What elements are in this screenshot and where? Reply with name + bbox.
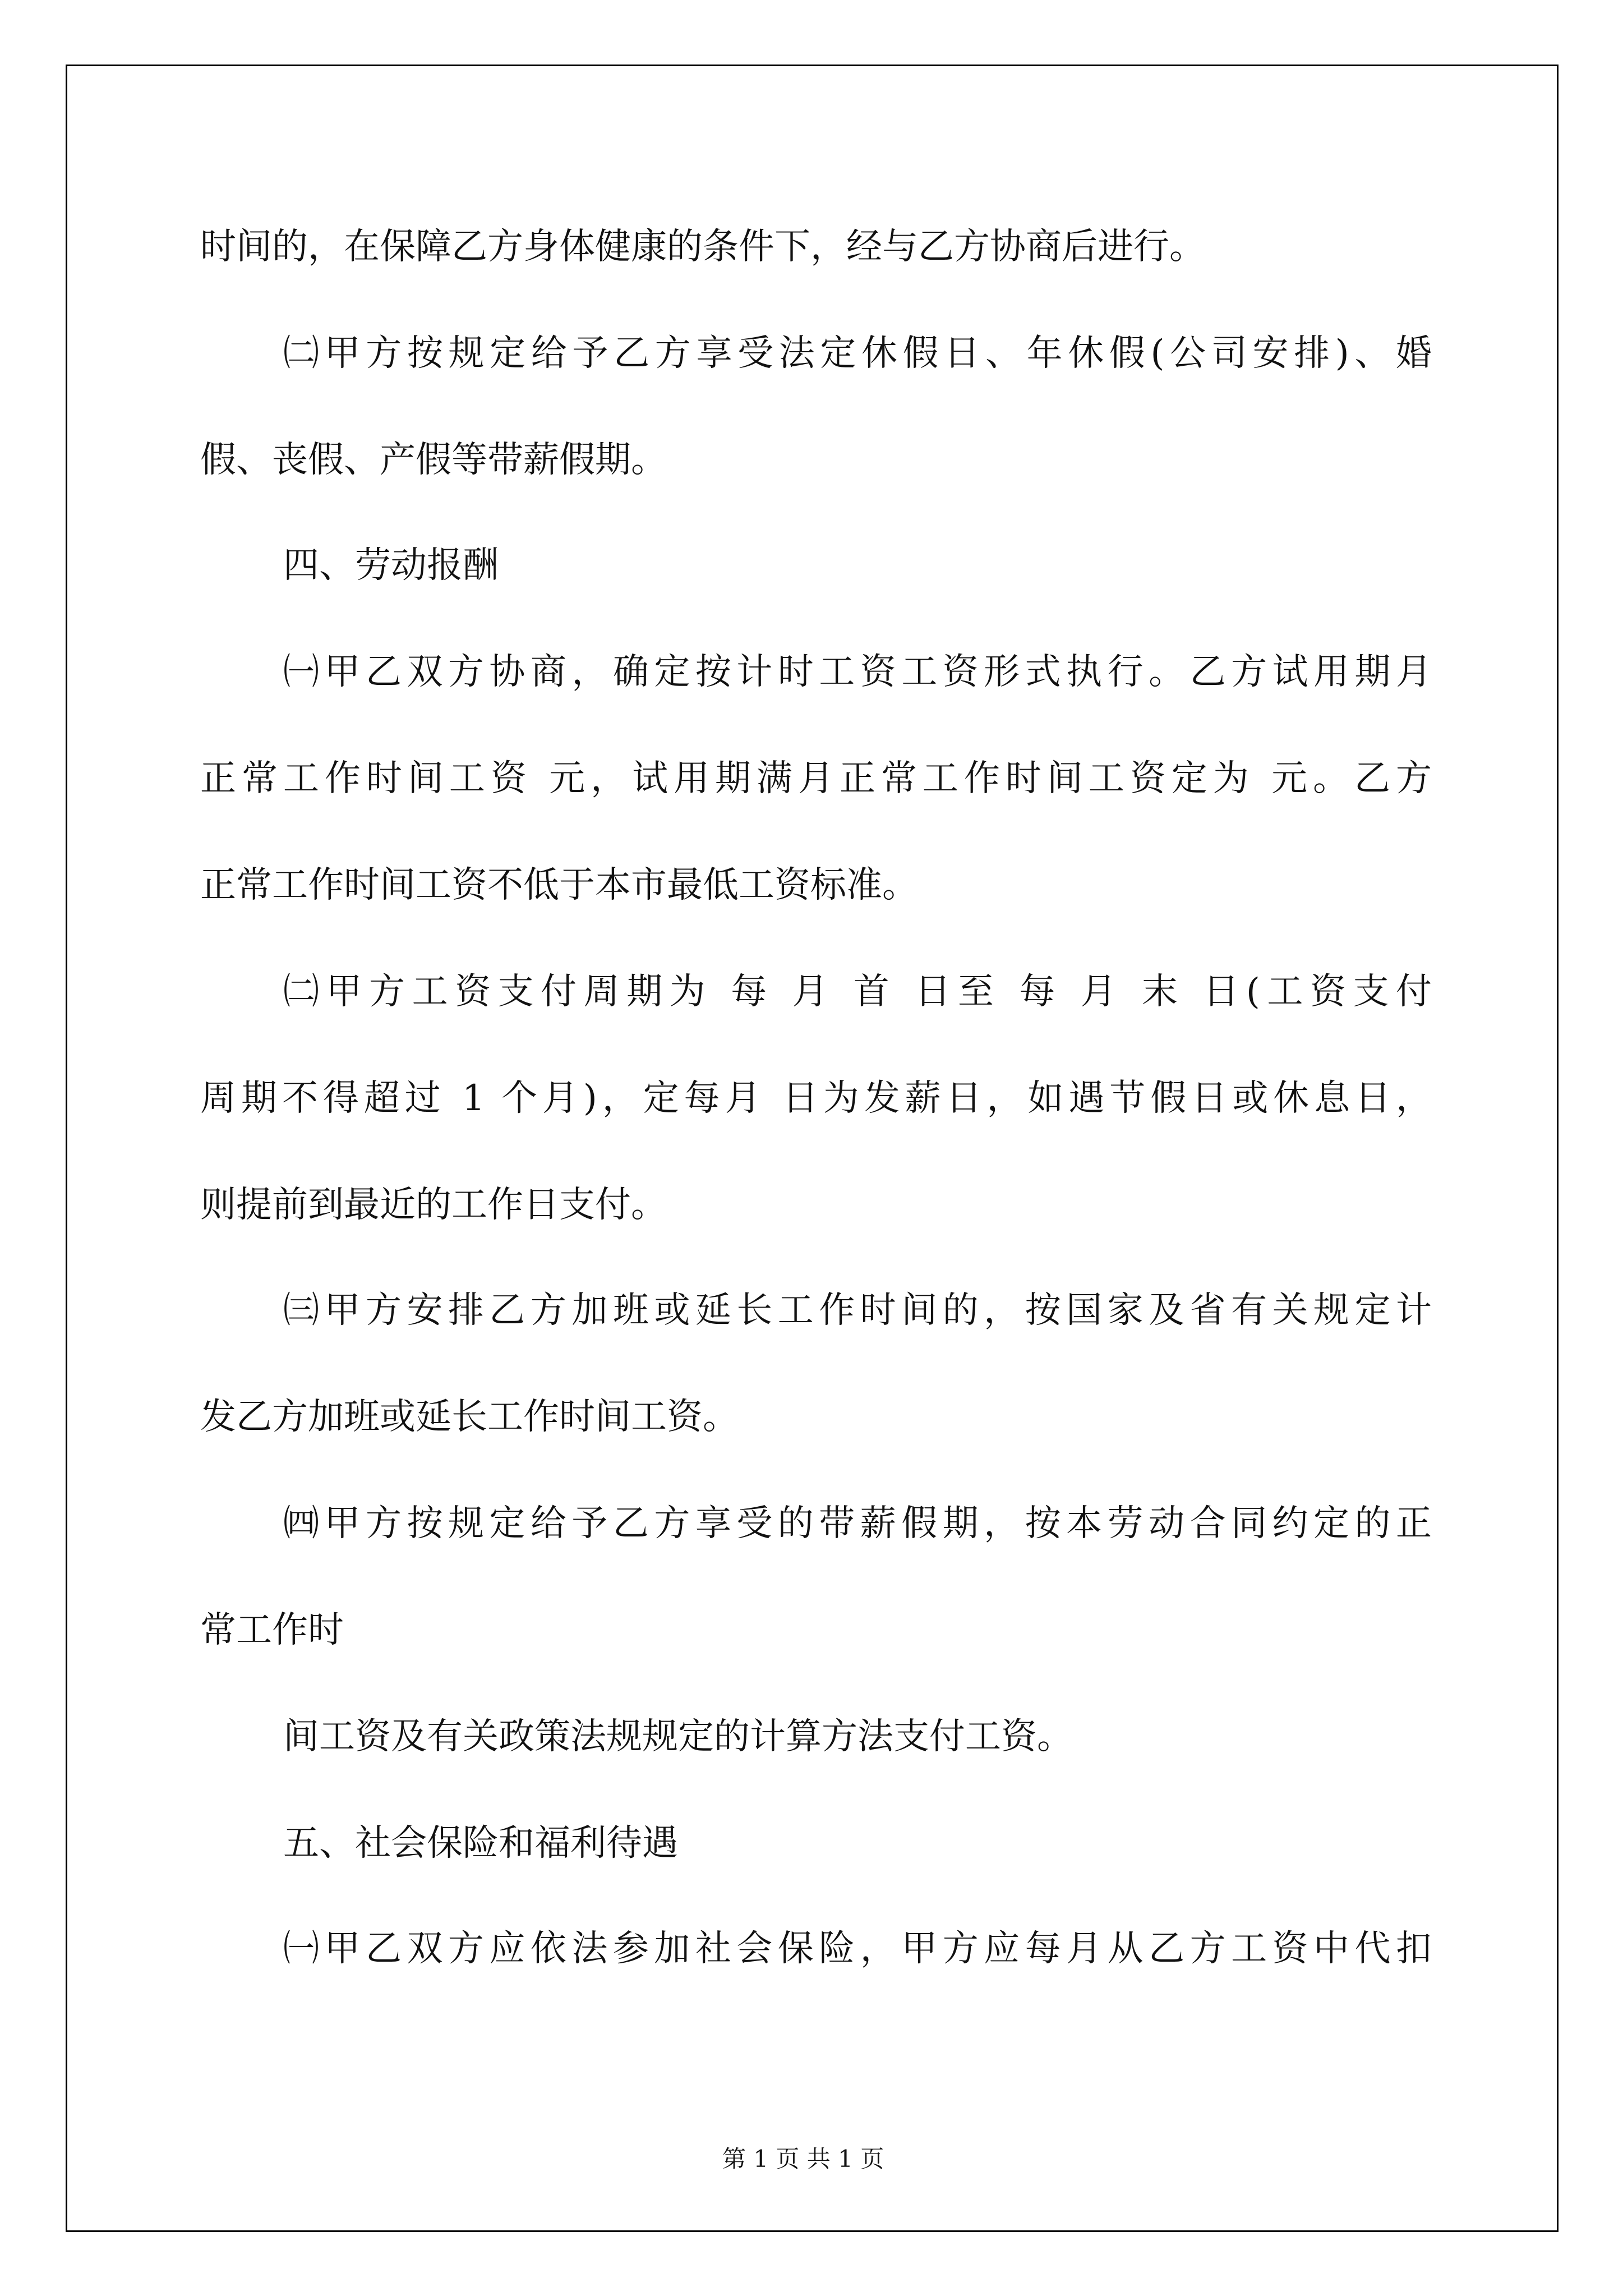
paragraph-line: ㈡甲方工资支付周期为 每 月 首 日至 每 月 末 日(工资支付 xyxy=(283,971,1432,1013)
section-heading: 五、社会保险和福利待遇 xyxy=(283,1823,678,1864)
paragraph-line: 间工资及有关政策法规规定的计算方法支付工资。 xyxy=(283,1716,1073,1757)
paragraph-line: 则提前到最近的工作日支付。 xyxy=(200,1184,667,1226)
paragraph-line: ㈣甲方按规定给予乙方享受的带薪假期，按本劳动合同约定的正 xyxy=(283,1503,1432,1544)
paragraph-line: ㈠甲乙双方应依法参加社会保险，甲方应每月从乙方工资中代扣 xyxy=(283,1928,1432,1970)
paragraph-line: 常工作时 xyxy=(200,1609,344,1651)
page-border xyxy=(66,65,1559,2232)
section-heading: 四、劳动报酬 xyxy=(283,545,499,586)
paragraph-line: ㈢甲方安排乙方加班或延长工作时间的，按国家及省有关规定计 xyxy=(283,1290,1432,1331)
page-number: 第 1 页 共 1 页 xyxy=(722,2145,884,2173)
paragraph-line: ㈠甲乙双方协商，确定按计时工资工资形式执行。乙方试用期月 xyxy=(283,651,1432,693)
paragraph-line: 周期不得超过 1 个月)，定每月 日为发薪日，如遇节假日或休息日， xyxy=(200,1078,1432,1119)
paragraph-line: 正常工作时间工资不低于本市最低工资标准。 xyxy=(200,864,918,906)
paragraph-line: 假、丧假、产假等带薪假期。 xyxy=(200,439,667,481)
paragraph-line: ㈡甲方按规定给予乙方享受法定休假日、年休假(公司安排)、婚 xyxy=(283,333,1432,374)
paragraph-line: 时间的，在保障乙方身体健康的条件下，经与乙方协商后进行。 xyxy=(200,226,1205,268)
paragraph-line: 正常工作时间工资 元，试用期满月正常工作时间工资定为 元。乙方 xyxy=(200,758,1432,799)
paragraph-line: 发乙方加班或延长工作时间工资。 xyxy=(200,1396,739,1438)
